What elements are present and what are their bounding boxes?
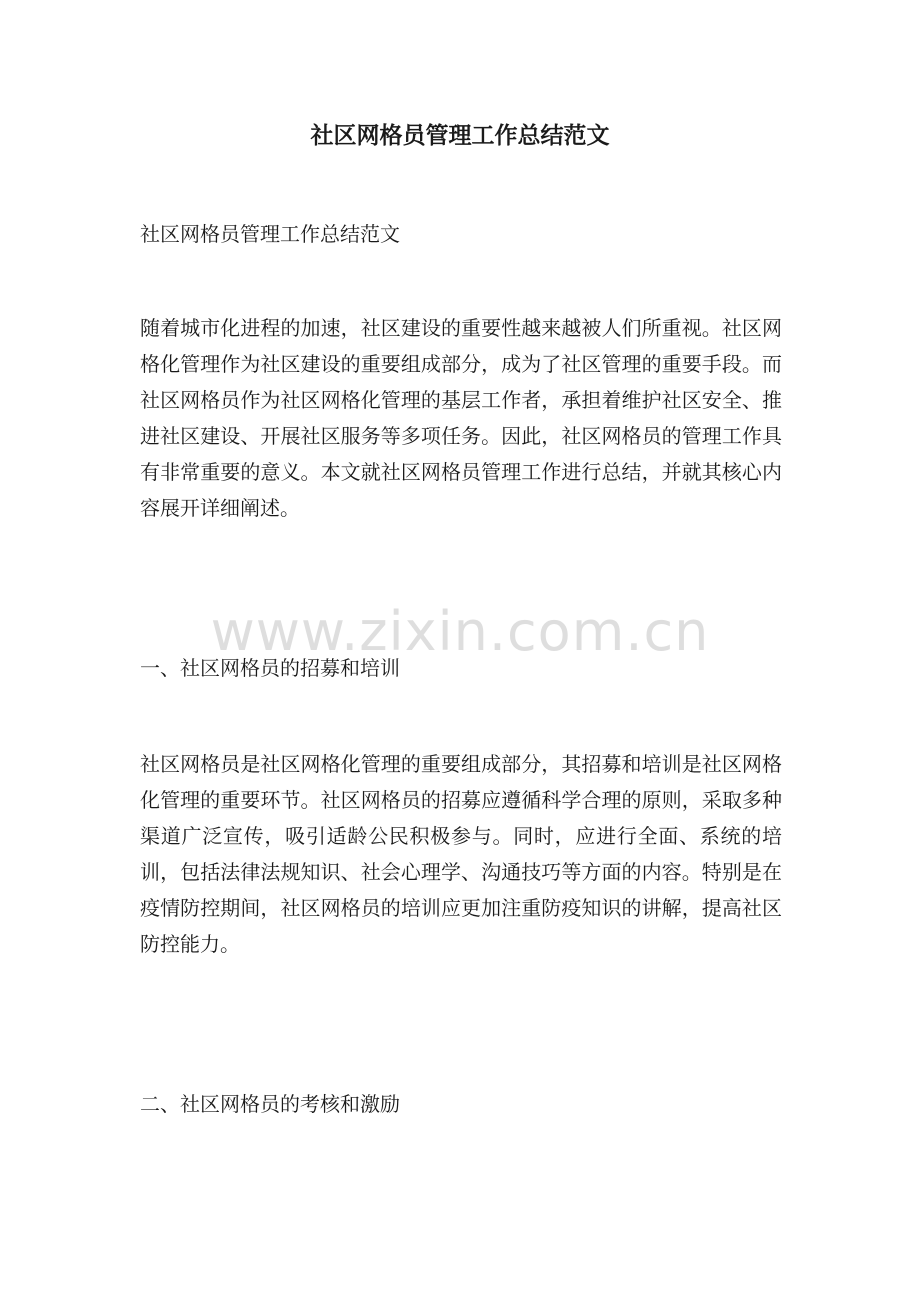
document-subtitle: 社区网格员管理工作总结范文 <box>140 222 400 246</box>
intro-paragraph: 随着城市化进程的加速，社区建设的重要性越来越被人们所重视。社区网格化管理作为社区建设的重要组成部分，成为了社区管理的重要手段。而社区网格员作为社区网格化管理的基层工作者，承担着维护社区安全、推进社区建设、开展社区服务等多项任务。因此，社区网格员的管理工作具有非常重要的意义。本文就社区网格员管理工作进行总结，并就其核心内容展开详细阐述。 <box>140 316 782 520</box>
section-body-recruitment: 社区网格员是社区网格化管理的重要组成部分，其招募和培训是社区网格化管理的重要环节。社区网格员的招募应遵循科学合理的原则，采取多种渠道广泛宣传，吸引适龄公民积极参与。同时，应进行全面、系统的培训，包括法律法规知识、社会心理学、沟通技巧等方面的内容。特别是在疫情防控期间，社区网格员的培训应更加注重防疫知识的讲解，提高社区防控能力。 <box>140 752 782 956</box>
section-heading-recruitment: 一、社区网格员的招募和培训 <box>140 656 400 680</box>
document-title: 社区网格员管理工作总结范文 <box>310 122 610 149</box>
watermark: www.zixin.com.cn <box>210 600 710 663</box>
section-heading-assessment: 二、社区网格员的考核和激励 <box>140 1092 400 1116</box>
